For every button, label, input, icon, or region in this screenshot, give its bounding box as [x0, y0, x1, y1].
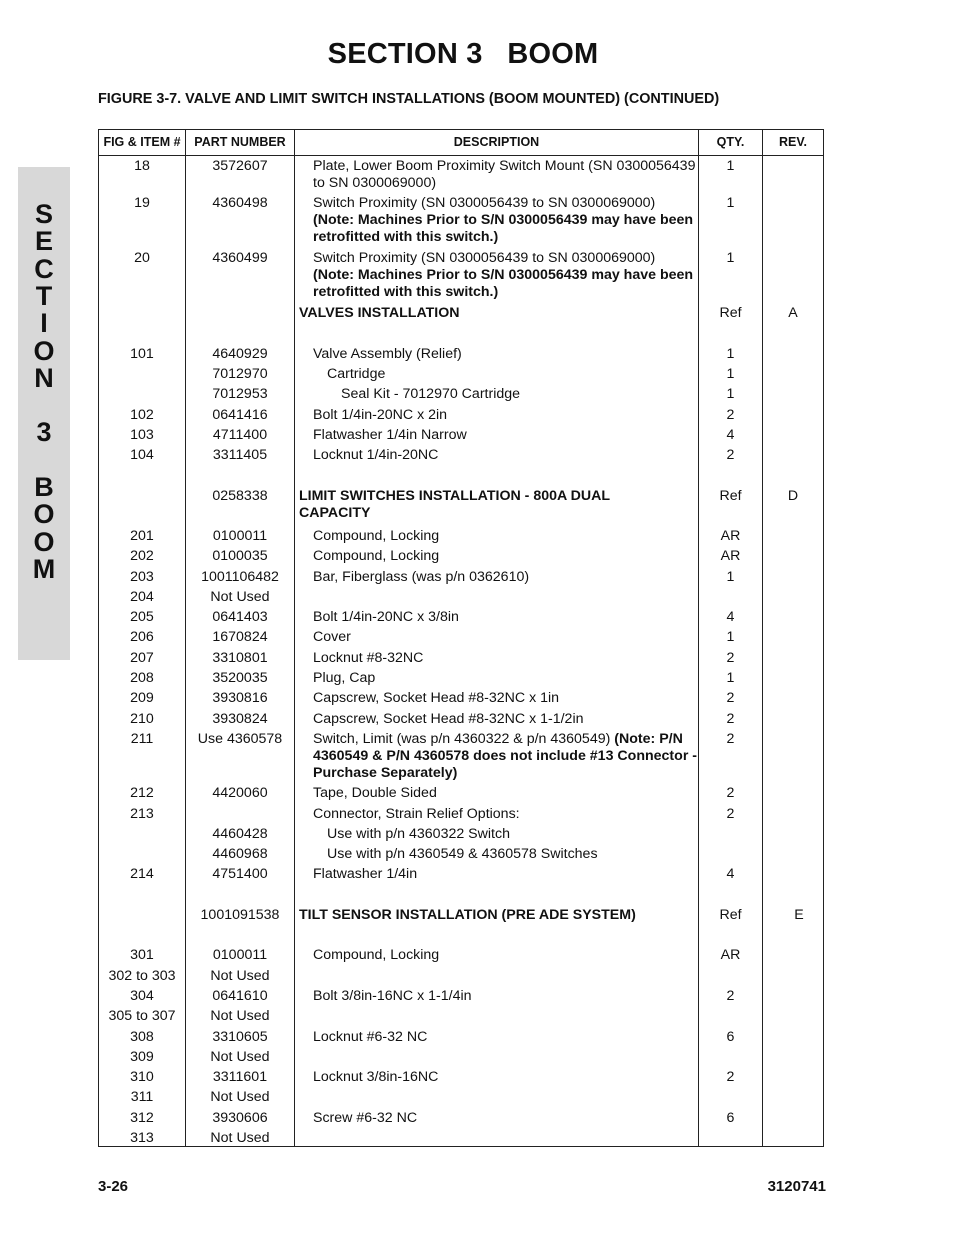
part-number: 0641403: [212, 609, 268, 625]
side-tab-letter: B: [34, 472, 54, 502]
description: [327, 826, 712, 843]
quantity: 1: [726, 629, 735, 645]
description-text: Switch, Limit (was p/n 4360322 & p/n 4360549): [313, 731, 615, 747]
description: [313, 427, 698, 444]
item-number: 208: [130, 670, 154, 686]
side-tab-letter: O: [33, 335, 55, 366]
table-row: [99, 628, 823, 649]
part-number: 1001106482: [201, 569, 279, 585]
description-text: Capscrew, Socket Head #8-32NC x 1-1/2in: [313, 711, 584, 727]
table-row: [99, 805, 823, 825]
description-text: Bolt 1/4in-20NC x 2in: [313, 407, 448, 423]
part-number: Not Used: [210, 589, 270, 605]
quantity: 2: [726, 785, 735, 801]
part-number: 3311601: [212, 1069, 268, 1085]
part-number: 4711400: [212, 427, 268, 443]
description-text: Seal Kit - 7012970 Cartridge: [341, 386, 521, 402]
item-number: 102: [130, 407, 154, 423]
item-number: 103: [130, 427, 154, 443]
table-row: [99, 487, 823, 527]
side-tab-letter: T: [35, 280, 53, 311]
item-number: 301: [130, 947, 154, 963]
table-row: [99, 426, 823, 446]
part-number: 4460428: [212, 826, 268, 842]
quantity: 1: [726, 158, 735, 174]
part-number: 0641610: [212, 988, 268, 1004]
quantity: Ref: [719, 488, 742, 504]
description-text: Bolt 3/8in-16NC x 1-1/4in: [313, 988, 472, 1004]
table-row: [99, 1028, 823, 1048]
quantity: 2: [726, 988, 735, 1004]
header-qty: QTY.: [716, 135, 745, 149]
description: [299, 488, 684, 522]
part-number: Use 4360578: [197, 731, 283, 747]
description: [313, 1110, 698, 1127]
description-text: Bar, Fiberglass (was p/n 0362610): [313, 569, 530, 585]
table-row: [99, 365, 823, 385]
item-number: 212: [130, 785, 154, 801]
quantity: 1: [726, 195, 735, 211]
table-row: [99, 865, 823, 906]
part-number: Not Used: [210, 1089, 270, 1105]
description: [313, 806, 698, 823]
description: [313, 650, 698, 667]
part-number: Not Used: [210, 968, 270, 984]
quantity: 1: [726, 366, 735, 382]
document-number: 3120741: [767, 1178, 826, 1195]
header-rev: REV.: [778, 135, 808, 149]
table-row: [99, 845, 823, 865]
quantity: AR: [720, 528, 741, 544]
item-number: 203: [130, 569, 154, 585]
item-number: 19: [134, 195, 150, 211]
table-row: [99, 987, 823, 1007]
table-row: [99, 1068, 823, 1088]
description-text: Compound, Locking: [313, 528, 440, 544]
quantity: 1: [726, 250, 735, 266]
description: [313, 609, 698, 626]
quantity: Ref: [719, 305, 742, 321]
table-row: [99, 946, 823, 967]
part-number: 1670824: [212, 629, 268, 645]
description: [313, 250, 698, 301]
side-tab-letter: S: [34, 199, 53, 229]
description: [313, 629, 698, 646]
description: [327, 846, 712, 863]
item-number: 204: [130, 589, 154, 605]
figure-title: FIGURE 3-7. VALVE AND LIMIT SWITCH INSTALLATIONS (BOOM MOUNTED) (CONTINUED): [98, 91, 720, 107]
quantity: 2: [726, 806, 735, 822]
description-text: LIMIT SWITCHES INSTALLATION - 800A DUAL CAPACITY: [299, 488, 610, 521]
description: [313, 947, 698, 964]
table-row: [99, 967, 823, 987]
part-number: 3930606: [212, 1110, 268, 1126]
part-number: 4360498: [212, 195, 268, 211]
description: [299, 305, 684, 322]
description-note: (Note: Machines Prior to S/N 0300056439 may have been retrofitted with this switch.): [313, 212, 694, 245]
quantity: 1: [726, 346, 735, 362]
table-row: [99, 194, 823, 249]
quantity: 6: [726, 1029, 735, 1045]
description-text: Cartridge: [327, 366, 386, 382]
item-number: 309: [130, 1049, 154, 1065]
description: [313, 158, 698, 192]
part-number: 0100011: [212, 528, 268, 544]
side-tab-letter: O: [33, 499, 55, 530]
header-part-number: PART NUMBER: [194, 135, 286, 149]
part-number: 0641416: [212, 407, 268, 423]
description-text: Compound, Locking: [313, 548, 440, 564]
part-number: 3520035: [212, 670, 268, 686]
table-row: [99, 568, 823, 588]
header-description: DESCRIPTION: [453, 135, 540, 149]
table-row: [99, 1129, 823, 1149]
side-tab-letter: 3: [36, 417, 52, 448]
part-number: Not Used: [210, 1049, 270, 1065]
description: [327, 366, 712, 383]
item-number: 206: [130, 629, 154, 645]
part-number: Not Used: [210, 1130, 270, 1146]
description-text: Switch Proximity (SN 0300056439 to SN 0300069000): [313, 250, 656, 266]
description-text: Locknut #6-32 NC: [313, 1029, 428, 1045]
quantity: AR: [720, 548, 741, 564]
quantity: 2: [726, 650, 735, 666]
table-row: [99, 446, 823, 487]
description-text: Plug, Cap: [313, 670, 376, 686]
quantity: 2: [726, 711, 735, 727]
table-row: [99, 157, 823, 194]
side-tab-letter: N: [34, 362, 54, 393]
part-number: Not Used: [210, 1008, 270, 1024]
item-number: 311: [130, 1089, 154, 1105]
table-row: [99, 527, 823, 547]
part-number: 3310801: [212, 650, 268, 666]
item-number: 211: [130, 731, 154, 747]
part-number: 3310605: [212, 1029, 268, 1045]
description: [341, 386, 726, 403]
side-tab-letter: M: [32, 553, 56, 584]
item-number: 302 to 303: [108, 968, 176, 984]
table-row: [99, 385, 823, 406]
description-text: Switch Proximity (SN 0300056439 to SN 0300069000): [313, 195, 656, 211]
description-text: Locknut 3/8in-16NC: [313, 1069, 439, 1085]
side-tab-letter: O: [33, 526, 55, 557]
description-text: VALVES INSTALLATION: [299, 305, 460, 321]
description: [313, 670, 698, 687]
description-text: Connector, Strain Relief Options:: [313, 806, 520, 822]
description: [313, 988, 698, 1005]
part-number: 4640929: [212, 346, 268, 362]
quantity: 2: [726, 690, 735, 706]
table-row: [99, 588, 823, 608]
item-number: 207: [130, 650, 154, 666]
description-note: (Note: Machines Prior to S/N 0300056439 may have been retrofitted with this switch.): [313, 267, 694, 300]
description-text: Use with p/n 4360549 & 4360578 Switches: [327, 846, 598, 862]
description: [313, 548, 698, 565]
item-number: 205: [130, 609, 154, 625]
quantity: Ref: [719, 907, 742, 923]
revision: E: [794, 907, 804, 923]
table-row: [99, 825, 823, 845]
description-text: Flatwasher 1/4in Narrow: [313, 427, 467, 443]
description-note: (Note: P/N 4360549 & P/N 4360578 does not include #13 Connector - Purchase Separately): [313, 731, 698, 781]
part-number: 4360499: [212, 250, 268, 266]
table-row: [99, 649, 823, 669]
table-row: [99, 689, 823, 710]
part-number: 3930816: [212, 690, 268, 706]
part-number: 4460968: [212, 846, 268, 862]
quantity: 1: [726, 386, 735, 402]
quantity: 2: [726, 731, 735, 747]
table-row: [99, 1007, 823, 1028]
item-number: 308: [130, 1029, 154, 1045]
quantity: 4: [726, 866, 735, 882]
item-number: 18: [134, 158, 150, 174]
table-row: [99, 1109, 823, 1129]
part-number: 3311405: [212, 447, 268, 463]
quantity: 2: [726, 447, 735, 463]
table-header: [99, 130, 823, 156]
table-row: [99, 406, 823, 426]
item-number: 305 to 307: [108, 1008, 176, 1024]
side-tab-letter: C: [34, 253, 54, 284]
table-row: [99, 249, 823, 304]
item-number: 20: [134, 250, 150, 266]
table-row: [99, 1088, 823, 1109]
item-number: 209: [130, 690, 154, 706]
table-body: [99, 157, 823, 1149]
part-number: 0100011: [212, 947, 268, 963]
quantity: 4: [726, 427, 735, 443]
table-row: [99, 710, 823, 730]
part-number: 0100035: [212, 548, 268, 564]
item-number: 101: [130, 346, 154, 362]
revision: D: [787, 488, 799, 504]
description: [313, 346, 698, 363]
header-item: FIG & ITEM #: [103, 135, 181, 149]
page-number: 3-26: [98, 1178, 129, 1195]
description-text: Flatwasher 1/4in: [313, 866, 418, 882]
table-row: [99, 906, 823, 946]
description: [313, 569, 698, 586]
parts-table: [98, 129, 824, 1147]
table-row: [99, 730, 823, 784]
description: [313, 866, 698, 883]
section-side-tab: [18, 167, 70, 660]
quantity: 2: [726, 1069, 735, 1085]
part-number: 3572607: [212, 158, 268, 174]
quantity: 6: [726, 1110, 735, 1126]
part-number: 3930824: [212, 711, 268, 727]
item-number: 310: [130, 1069, 154, 1085]
table-row: [99, 784, 823, 805]
quantity: 1: [726, 569, 735, 585]
quantity: AR: [720, 947, 741, 963]
description: [313, 407, 698, 424]
description: [299, 907, 684, 924]
part-number: 1001091538: [200, 907, 280, 923]
item-number: 214: [130, 866, 154, 882]
side-tab-letter: E: [34, 226, 53, 257]
description-text: Capscrew, Socket Head #8-32NC x 1in: [313, 690, 560, 706]
item-number: 313: [130, 1130, 154, 1146]
description: [313, 1069, 698, 1086]
part-number: 0258338: [212, 488, 268, 504]
description-text: Locknut #8-32NC: [313, 650, 424, 666]
revision: A: [788, 305, 798, 321]
description-text: Cover: [313, 629, 351, 645]
description: [313, 711, 698, 728]
description: [313, 1029, 698, 1046]
quantity: 4: [726, 609, 735, 625]
part-number: 7012970: [212, 366, 268, 382]
quantity: 2: [726, 407, 735, 423]
item-number: 210: [130, 711, 154, 727]
description: [313, 528, 698, 545]
description: [313, 690, 698, 707]
item-number: 104: [130, 447, 154, 463]
table-row: [99, 608, 823, 628]
item-number: 213: [130, 806, 154, 822]
description-text: TILT SENSOR INSTALLATION (PRE ADE SYSTEM): [299, 907, 636, 923]
item-number: 201: [130, 528, 154, 544]
part-number: 4751400: [212, 866, 268, 882]
description: [313, 785, 698, 802]
table-row: [99, 669, 823, 689]
item-number: 312: [130, 1110, 154, 1126]
item-number: 202: [130, 548, 154, 564]
description: [313, 731, 698, 782]
description-text: Compound, Locking: [313, 947, 440, 963]
description-text: Tape, Double Sided: [313, 785, 437, 801]
table-row: [99, 547, 823, 568]
description: [313, 447, 698, 464]
part-number: 7012953: [212, 386, 268, 402]
description-text: Plate, Lower Boom Proximity Switch Mount (SN 0300056439 to SN 0300069000): [313, 158, 696, 191]
side-tab-letter: I: [40, 308, 48, 339]
item-number: 304: [130, 988, 154, 1004]
description-text: Valve Assembly (Relief): [313, 346, 462, 362]
description-text: Bolt 1/4in-20NC x 3/8in: [313, 609, 459, 625]
description-text: Use with p/n 4360322 Switch: [327, 826, 510, 842]
description-text: Locknut 1/4in-20NC: [313, 447, 439, 463]
description-text: Screw #6-32 NC: [313, 1110, 418, 1126]
section-title: SECTION 3 BOOM: [327, 38, 599, 70]
description: [313, 195, 698, 246]
quantity: 1: [726, 670, 735, 686]
table-row: [99, 1048, 823, 1068]
part-number: 4420060: [212, 785, 268, 801]
table-row: [99, 304, 823, 345]
table-row: [99, 345, 823, 365]
